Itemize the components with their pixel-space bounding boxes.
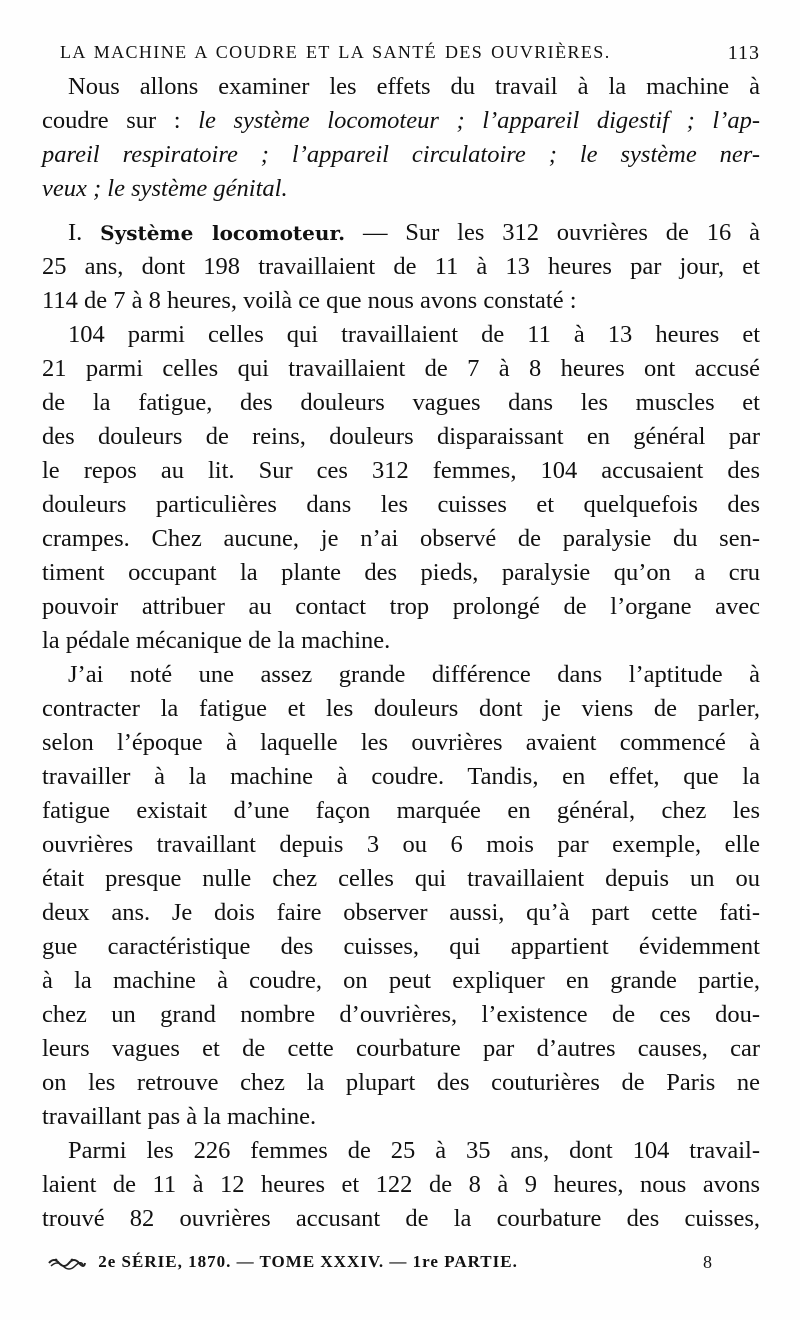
text-line: trouvé 82 ouvrières accusant de la courbature des cuisses,	[42, 1205, 760, 1232]
text-line: était presque nulle chez celles qui travaillaient depuis un ou	[42, 865, 760, 892]
text-line: travailler à la machine à coudre. Tandis, en effet, que la	[42, 763, 760, 790]
text-line: de la fatigue, des douleurs vagues dans les muscles et	[42, 389, 760, 416]
text-line	[42, 216, 760, 250]
text-line: douleurs particulières dans les cuisses et quelquefois des	[42, 491, 760, 518]
italic-run: le système locomoteur ; l’appareil digestif ; l’ap-	[198, 107, 760, 134]
text-line: J’ai noté une assez grande différence dans l’aptitude à	[68, 661, 760, 688]
text-line: 25 ans, dont 198 travaillaient de 11 à 13 heures par jour, et	[42, 253, 760, 280]
text-line: gue caractéristique des cuisses, qui appartient évidemment	[42, 933, 760, 960]
text-line: on les retrouve chez la plupart des couturières de Paris ne	[42, 1069, 760, 1096]
signature-mark: 8	[703, 1252, 712, 1272]
text-run: coudre sur :	[42, 107, 199, 134]
section-number: I.	[68, 219, 101, 246]
text-line: chez un grand nombre d’ouvrières, l’existence de ces dou-	[42, 1001, 760, 1028]
paragraph-1	[42, 70, 760, 206]
italic-run: veux ; le système génital.	[42, 175, 288, 202]
text-line: timent occupant la plante des pieds, paralysie qu’on a cru	[42, 559, 760, 586]
text-run: — Sur les 312 ouvrières de 16 à	[345, 219, 760, 246]
text-line: Nous allons examiner les effets du travail à la machine à	[68, 73, 760, 100]
series-line: 2e SÉRIE, 1870. — TOME XXXIV. — 1re PARTIE.	[98, 1252, 518, 1271]
page-footer	[48, 1252, 760, 1280]
text-line: 114 de 7 à 8 heures, voilà ce que nous avons constaté :	[42, 287, 577, 314]
text-line: leurs vagues et de cette courbature par d’autres causes, car	[42, 1035, 760, 1062]
text-line: crampes. Chez aucune, je n’ai observé de paralysie du sen-	[42, 525, 760, 552]
text-line: fatigue existait d’une façon marquée en général, chez les	[42, 797, 760, 824]
text-line: 104 parmi celles qui travaillaient de 11 à 13 heures et	[68, 321, 760, 348]
section-heading: Système locomoteur.	[100, 221, 346, 245]
text-line: le repos au lit. Sur ces 312 femmes, 104 accusaient des	[42, 457, 760, 484]
italic-run: pareil respiratoire ; l’appareil circulatoire ; le système ner-	[42, 141, 760, 168]
text-line: laient de 11 à 12 heures et 122 de 8 à 9 heures, nous avons	[42, 1171, 760, 1198]
text-line: la pédale mécanique de la machine.	[42, 627, 391, 654]
body-text	[42, 70, 760, 1236]
text-line: contracter la fatigue et les douleurs dont je viens de parler,	[42, 695, 760, 722]
text-line: pouvoir attribuer au contact trop prolongé de l’organe avec	[42, 593, 760, 620]
text-line: deux ans. Je dois faire observer aussi, qu’à part cette fati-	[42, 899, 760, 926]
text-line: à la machine à coudre, on peut expliquer en grande partie,	[42, 967, 760, 994]
paragraph-5	[42, 1134, 760, 1236]
running-title: LA MACHINE A COUDRE ET LA SANTÉ DES OUVRIÈRES.	[60, 42, 611, 62]
text-line	[42, 104, 760, 138]
paragraph-2	[42, 216, 760, 318]
text-line: Parmi les 226 femmes de 25 à 35 ans, dont 104 travail-	[68, 1137, 760, 1164]
text-line: selon l’époque à laquelle les ouvrières avaient commencé à	[42, 729, 760, 756]
text-line	[42, 172, 760, 206]
text-line: ouvrières travaillant depuis 3 ou 6 mois par exemple, elle	[42, 831, 760, 858]
paragraph-4	[42, 658, 760, 1134]
text-line: 21 parmi celles qui travaillaient de 7 à 8 heures ont accusé	[42, 355, 760, 382]
page-number: 113	[727, 42, 760, 64]
text-line: des douleurs de reins, douleurs disparaissant en général par	[42, 423, 760, 450]
text-line: travaillant pas à la machine.	[42, 1103, 317, 1130]
paragraph-3	[42, 318, 760, 658]
text-line	[42, 138, 760, 172]
printer-ornament-icon	[48, 1256, 86, 1270]
